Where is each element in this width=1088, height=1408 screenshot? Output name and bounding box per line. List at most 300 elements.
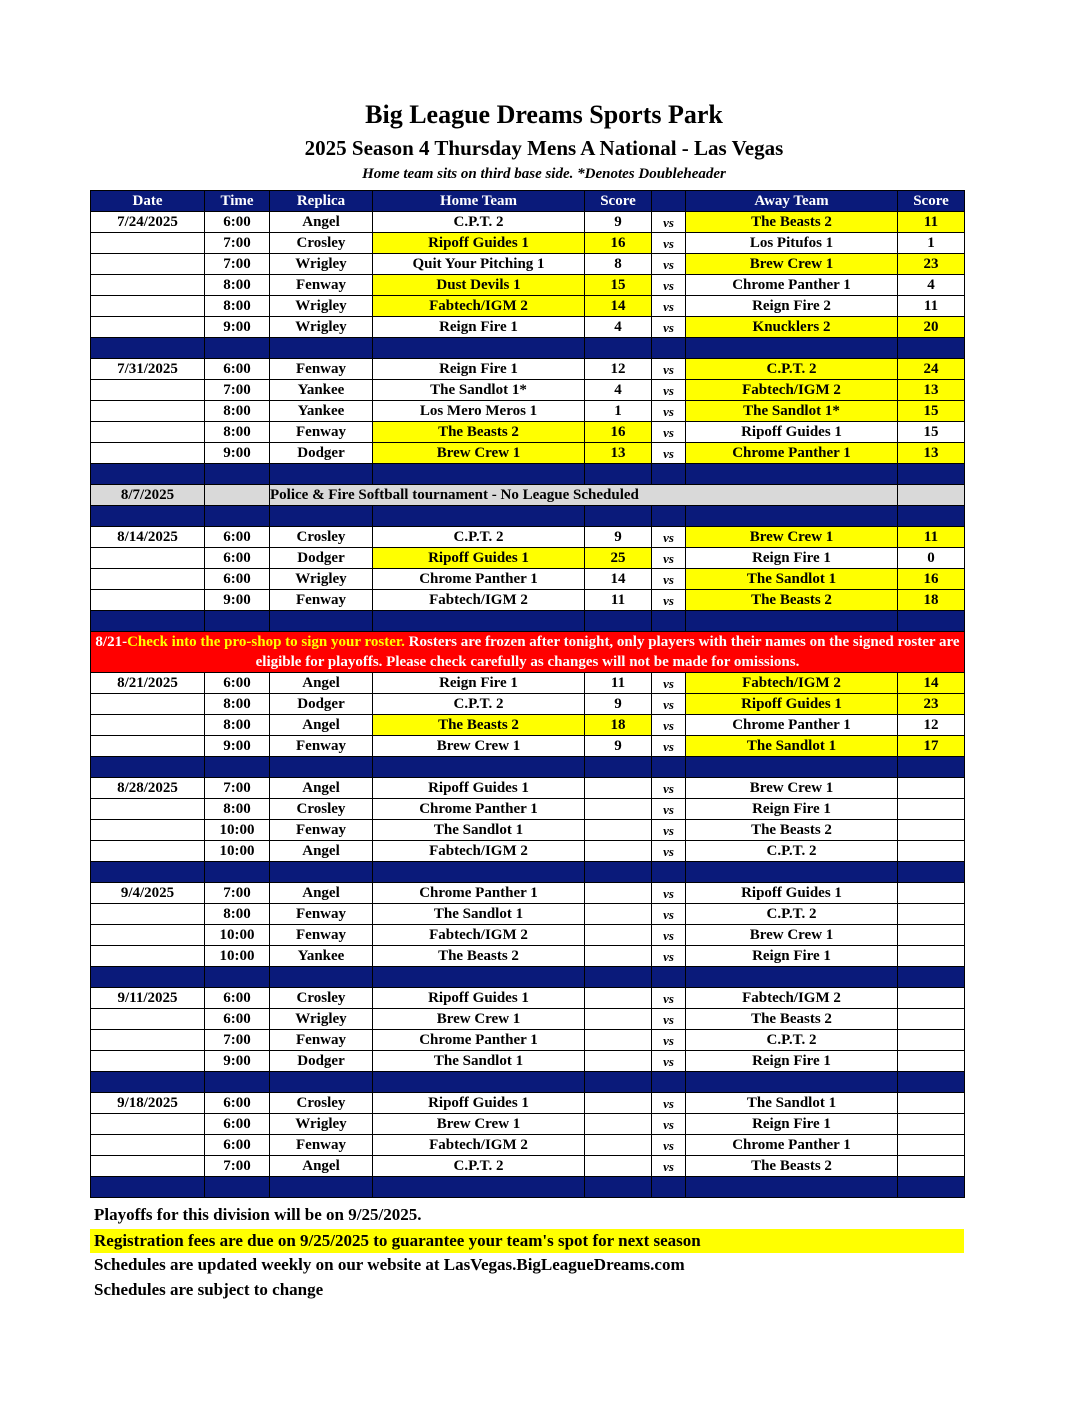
away-score: 15 bbox=[898, 422, 965, 443]
home-score: 9 bbox=[585, 212, 652, 233]
game-row bbox=[91, 1156, 965, 1177]
game-row bbox=[91, 422, 965, 443]
col-header-home-score: Score bbox=[585, 191, 652, 212]
game-row bbox=[91, 799, 965, 820]
spacer-cell bbox=[373, 862, 585, 883]
away-team: The Sandlot 1 bbox=[686, 569, 898, 590]
game-time: 8:00 bbox=[205, 275, 270, 296]
home-team: Chrome Panther 1 bbox=[373, 883, 585, 904]
game-time: 6:00 bbox=[205, 212, 270, 233]
home-score: 9 bbox=[585, 527, 652, 548]
spacer-cell bbox=[686, 967, 898, 988]
home-team: Fabtech/IGM 2 bbox=[373, 1135, 585, 1156]
spacer-cell bbox=[652, 967, 686, 988]
spacer-cell bbox=[652, 1072, 686, 1093]
spacer-cell bbox=[585, 967, 652, 988]
home-team: Dust Devils 1 bbox=[373, 275, 585, 296]
game-field: Fenway bbox=[270, 359, 373, 380]
away-score: 17 bbox=[898, 736, 965, 757]
game-date bbox=[91, 1051, 205, 1072]
game-row bbox=[91, 946, 965, 967]
game-field: Fenway bbox=[270, 904, 373, 925]
game-time: 7:00 bbox=[205, 254, 270, 275]
game-date bbox=[91, 590, 205, 611]
spacer-cell bbox=[373, 611, 585, 632]
game-date bbox=[91, 548, 205, 569]
game-date bbox=[91, 422, 205, 443]
vs-label: vs bbox=[652, 715, 686, 736]
vs-label: vs bbox=[652, 569, 686, 590]
spacer-cell bbox=[652, 338, 686, 359]
spacer-cell bbox=[686, 338, 898, 359]
away-score: 24 bbox=[898, 359, 965, 380]
game-field: Dodger bbox=[270, 443, 373, 464]
col-header-away-score: Score bbox=[898, 191, 965, 212]
spacer-cell bbox=[91, 464, 205, 485]
home-team: Reign Fire 1 bbox=[373, 359, 585, 380]
spacer-cell bbox=[652, 506, 686, 527]
game-date: 9/18/2025 bbox=[91, 1093, 205, 1114]
spacer-cell bbox=[91, 1072, 205, 1093]
home-score: 12 bbox=[585, 359, 652, 380]
game-date bbox=[91, 1030, 205, 1051]
away-score bbox=[898, 904, 965, 925]
spacer-cell bbox=[373, 1072, 585, 1093]
game-time: 10:00 bbox=[205, 925, 270, 946]
vs-label: vs bbox=[652, 883, 686, 904]
away-score: 0 bbox=[898, 548, 965, 569]
away-score bbox=[898, 799, 965, 820]
game-field: Wrigley bbox=[270, 254, 373, 275]
away-score: 13 bbox=[898, 380, 965, 401]
home-score: 9 bbox=[585, 736, 652, 757]
home-score: 1 bbox=[585, 401, 652, 422]
spacer-cell bbox=[686, 862, 898, 883]
game-time: 9:00 bbox=[205, 317, 270, 338]
game-row bbox=[91, 841, 965, 862]
away-score: 23 bbox=[898, 254, 965, 275]
away-score: 11 bbox=[898, 527, 965, 548]
game-time: 6:00 bbox=[205, 548, 270, 569]
spacer-cell bbox=[898, 1177, 965, 1198]
home-score bbox=[585, 778, 652, 799]
game-field: Angel bbox=[270, 841, 373, 862]
away-team: Knucklers 2 bbox=[686, 317, 898, 338]
home-score bbox=[585, 925, 652, 946]
spacer-row bbox=[91, 338, 965, 359]
away-team: C.P.T. 2 bbox=[686, 359, 898, 380]
away-team: Brew Crew 1 bbox=[686, 527, 898, 548]
home-score: 14 bbox=[585, 569, 652, 590]
home-team: C.P.T. 2 bbox=[373, 1156, 585, 1177]
home-score: 15 bbox=[585, 275, 652, 296]
vs-label: vs bbox=[652, 296, 686, 317]
spacer-cell bbox=[652, 464, 686, 485]
vs-label: vs bbox=[652, 233, 686, 254]
game-field: Angel bbox=[270, 673, 373, 694]
game-field: Fenway bbox=[270, 820, 373, 841]
vs-label: vs bbox=[652, 380, 686, 401]
spacer-cell bbox=[652, 611, 686, 632]
away-team: Reign Fire 1 bbox=[686, 799, 898, 820]
footer-website: Schedules are updated weekly on our website at LasVegas.BigLeagueDreams.com bbox=[94, 1255, 685, 1274]
spacer-cell bbox=[585, 1177, 652, 1198]
game-time: 6:00 bbox=[205, 1135, 270, 1156]
game-time: 9:00 bbox=[205, 736, 270, 757]
spacer-row bbox=[91, 1072, 965, 1093]
game-row bbox=[91, 673, 965, 694]
game-time: 10:00 bbox=[205, 841, 270, 862]
vs-label: vs bbox=[652, 317, 686, 338]
schedule-table bbox=[90, 190, 965, 1198]
away-team: Ripoff Guides 1 bbox=[686, 422, 898, 443]
game-row bbox=[91, 1135, 965, 1156]
spacer-cell bbox=[91, 967, 205, 988]
vs-label: vs bbox=[652, 946, 686, 967]
alert-text: Rosters are frozen after tonight, only players with their names on the signed roster are eligible for playoffs. Please check carefully as changes will not be made for omissions. bbox=[255, 634, 960, 670]
col-header-date: Date bbox=[91, 191, 205, 212]
home-team: Fabtech/IGM 2 bbox=[373, 590, 585, 611]
home-team: Reign Fire 1 bbox=[373, 317, 585, 338]
away-team: The Sandlot 1* bbox=[686, 401, 898, 422]
game-time: 8:00 bbox=[205, 401, 270, 422]
game-date: 7/24/2025 bbox=[91, 212, 205, 233]
game-date bbox=[91, 1009, 205, 1030]
spacer-cell bbox=[585, 464, 652, 485]
home-team: Brew Crew 1 bbox=[373, 443, 585, 464]
away-score: 14 bbox=[898, 673, 965, 694]
game-date bbox=[91, 904, 205, 925]
game-date bbox=[91, 925, 205, 946]
footer-change-notice: Schedules are subject to change bbox=[94, 1280, 324, 1299]
game-field: Fenway bbox=[270, 275, 373, 296]
game-date bbox=[91, 715, 205, 736]
home-score bbox=[585, 1030, 652, 1051]
home-team: Brew Crew 1 bbox=[373, 1114, 585, 1135]
game-row bbox=[91, 359, 965, 380]
game-row bbox=[91, 715, 965, 736]
spacer-cell bbox=[205, 757, 270, 778]
game-date bbox=[91, 1156, 205, 1177]
away-team: Chrome Panther 1 bbox=[686, 715, 898, 736]
spacer-cell bbox=[205, 1177, 270, 1198]
roster-alert bbox=[91, 632, 965, 673]
home-score bbox=[585, 946, 652, 967]
vs-label: vs bbox=[652, 275, 686, 296]
spacer-cell bbox=[373, 757, 585, 778]
home-team: The Beasts 2 bbox=[373, 422, 585, 443]
game-field: Wrigley bbox=[270, 296, 373, 317]
col-header-home-team: Home Team bbox=[373, 191, 585, 212]
spacer-cell bbox=[898, 506, 965, 527]
spacer-cell bbox=[585, 757, 652, 778]
game-field: Dodger bbox=[270, 548, 373, 569]
home-score: 8 bbox=[585, 254, 652, 275]
vs-label: vs bbox=[652, 1051, 686, 1072]
game-time: 8:00 bbox=[205, 422, 270, 443]
spacer-cell bbox=[91, 506, 205, 527]
spacer-cell bbox=[898, 1072, 965, 1093]
spacer-cell bbox=[898, 757, 965, 778]
game-time: 7:00 bbox=[205, 380, 270, 401]
game-time: 6:00 bbox=[205, 1114, 270, 1135]
vs-label: vs bbox=[652, 1009, 686, 1030]
spacer-cell bbox=[652, 862, 686, 883]
away-team: Reign Fire 1 bbox=[686, 1114, 898, 1135]
home-team: The Beasts 2 bbox=[373, 715, 585, 736]
home-score: 11 bbox=[585, 673, 652, 694]
game-row bbox=[91, 254, 965, 275]
away-score: 13 bbox=[898, 443, 965, 464]
vs-label: vs bbox=[652, 1030, 686, 1051]
home-score bbox=[585, 1009, 652, 1030]
game-time: 6:00 bbox=[205, 569, 270, 590]
vs-label: vs bbox=[652, 1156, 686, 1177]
away-team: C.P.T. 2 bbox=[686, 904, 898, 925]
spacer-cell bbox=[652, 757, 686, 778]
home-team: Ripoff Guides 1 bbox=[373, 233, 585, 254]
spacer-cell bbox=[898, 464, 965, 485]
home-score bbox=[585, 1114, 652, 1135]
spacer-cell bbox=[91, 862, 205, 883]
spacer-cell bbox=[585, 1072, 652, 1093]
home-score: 18 bbox=[585, 715, 652, 736]
spacer-cell bbox=[270, 506, 373, 527]
spacer-cell bbox=[898, 611, 965, 632]
home-team: C.P.T. 2 bbox=[373, 212, 585, 233]
home-team: Fabtech/IGM 2 bbox=[373, 841, 585, 862]
away-team: The Beasts 2 bbox=[686, 590, 898, 611]
spacer-cell bbox=[373, 338, 585, 359]
spacer-cell bbox=[205, 464, 270, 485]
home-score: 14 bbox=[585, 296, 652, 317]
game-row bbox=[91, 590, 965, 611]
game-field: Fenway bbox=[270, 1135, 373, 1156]
game-row bbox=[91, 1051, 965, 1072]
spacer-cell bbox=[270, 967, 373, 988]
home-team: Fabtech/IGM 2 bbox=[373, 925, 585, 946]
home-score: 9 bbox=[585, 694, 652, 715]
game-time: 6:00 bbox=[205, 359, 270, 380]
away-team: Chrome Panther 1 bbox=[686, 275, 898, 296]
home-score bbox=[585, 988, 652, 1009]
spacer-cell bbox=[686, 506, 898, 527]
spacer-row bbox=[91, 862, 965, 883]
game-field: Fenway bbox=[270, 925, 373, 946]
game-row bbox=[91, 778, 965, 799]
away-score bbox=[898, 1030, 965, 1051]
game-time: 8:00 bbox=[205, 904, 270, 925]
away-score: 11 bbox=[898, 296, 965, 317]
game-row bbox=[91, 401, 965, 422]
game-time: 9:00 bbox=[205, 590, 270, 611]
game-date bbox=[91, 296, 205, 317]
away-team: Brew Crew 1 bbox=[686, 778, 898, 799]
away-score bbox=[898, 988, 965, 1009]
game-row bbox=[91, 443, 965, 464]
home-team: The Sandlot 1 bbox=[373, 1051, 585, 1072]
game-field: Angel bbox=[270, 1156, 373, 1177]
game-date: 8/14/2025 bbox=[91, 527, 205, 548]
home-team: Reign Fire 1 bbox=[373, 673, 585, 694]
away-team: Reign Fire 1 bbox=[686, 548, 898, 569]
game-field: Wrigley bbox=[270, 317, 373, 338]
away-team: Fabtech/IGM 2 bbox=[686, 380, 898, 401]
away-score bbox=[898, 820, 965, 841]
spacer-cell bbox=[205, 338, 270, 359]
game-time: 6:00 bbox=[205, 1009, 270, 1030]
spacer-cell bbox=[270, 338, 373, 359]
home-team: The Sandlot 1* bbox=[373, 380, 585, 401]
game-date bbox=[91, 841, 205, 862]
game-date bbox=[91, 946, 205, 967]
home-score: 4 bbox=[585, 380, 652, 401]
notice-text: Police & Fire Softball tournament - No League Scheduled bbox=[270, 485, 898, 506]
game-time: 7:00 bbox=[205, 1156, 270, 1177]
game-row bbox=[91, 548, 965, 569]
game-date: 8/21/2025 bbox=[91, 673, 205, 694]
away-team: Reign Fire 1 bbox=[686, 1051, 898, 1072]
vs-label: vs bbox=[652, 904, 686, 925]
spacer-cell bbox=[898, 967, 965, 988]
away-score: 11 bbox=[898, 212, 965, 233]
game-field: Yankee bbox=[270, 401, 373, 422]
away-score bbox=[898, 925, 965, 946]
game-row bbox=[91, 527, 965, 548]
spacer-cell bbox=[898, 862, 965, 883]
col-header-away-team: Away Team bbox=[686, 191, 898, 212]
vs-label: vs bbox=[652, 820, 686, 841]
page-title: Big League Dreams Sports Park bbox=[365, 100, 723, 129]
home-team: The Sandlot 1 bbox=[373, 904, 585, 925]
game-field: Angel bbox=[270, 212, 373, 233]
away-team: The Beasts 2 bbox=[686, 820, 898, 841]
game-row bbox=[91, 296, 965, 317]
vs-label: vs bbox=[652, 694, 686, 715]
notice-row bbox=[91, 485, 965, 506]
vs-label: vs bbox=[652, 1114, 686, 1135]
home-score: 13 bbox=[585, 443, 652, 464]
home-score bbox=[585, 820, 652, 841]
spacer-cell bbox=[652, 1177, 686, 1198]
away-team: C.P.T. 2 bbox=[686, 841, 898, 862]
away-team: Fabtech/IGM 2 bbox=[686, 673, 898, 694]
spacer-cell bbox=[205, 506, 270, 527]
spacer-cell bbox=[373, 1177, 585, 1198]
home-team: Chrome Panther 1 bbox=[373, 1030, 585, 1051]
home-team: Los Mero Meros 1 bbox=[373, 401, 585, 422]
game-date bbox=[91, 1114, 205, 1135]
spacer-cell bbox=[91, 338, 205, 359]
home-score: 16 bbox=[585, 233, 652, 254]
game-row bbox=[91, 736, 965, 757]
spacer-cell bbox=[373, 464, 585, 485]
away-team: Chrome Panther 1 bbox=[686, 443, 898, 464]
game-time: 6:00 bbox=[205, 988, 270, 1009]
game-row bbox=[91, 212, 965, 233]
game-field: Dodger bbox=[270, 1051, 373, 1072]
footer-playoffs: Playoffs for this division will be on 9/25/2025. bbox=[94, 1205, 422, 1224]
spacer-cell bbox=[91, 611, 205, 632]
game-date bbox=[91, 380, 205, 401]
away-score bbox=[898, 1009, 965, 1030]
spacer-cell bbox=[686, 464, 898, 485]
game-time: 8:00 bbox=[205, 799, 270, 820]
game-row bbox=[91, 380, 965, 401]
game-row bbox=[91, 569, 965, 590]
away-score bbox=[898, 883, 965, 904]
spacer-cell bbox=[686, 1072, 898, 1093]
game-field: Fenway bbox=[270, 1030, 373, 1051]
vs-label: vs bbox=[652, 778, 686, 799]
game-time: 9:00 bbox=[205, 443, 270, 464]
game-date bbox=[91, 569, 205, 590]
game-date: 7/31/2025 bbox=[91, 359, 205, 380]
away-score bbox=[898, 1093, 965, 1114]
game-field: Yankee bbox=[270, 380, 373, 401]
away-team: C.P.T. 2 bbox=[686, 1030, 898, 1051]
game-time: 8:00 bbox=[205, 715, 270, 736]
notice-date: 8/7/2025 bbox=[91, 485, 205, 506]
spacer-row bbox=[91, 1177, 965, 1198]
game-field: Crosley bbox=[270, 233, 373, 254]
spacer-cell bbox=[373, 967, 585, 988]
game-field: Crosley bbox=[270, 1093, 373, 1114]
home-score: 16 bbox=[585, 422, 652, 443]
home-score: 11 bbox=[585, 590, 652, 611]
schedule-body bbox=[91, 212, 965, 1198]
vs-label: vs bbox=[652, 548, 686, 569]
game-row bbox=[91, 988, 965, 1009]
vs-label: vs bbox=[652, 1135, 686, 1156]
spacer-row bbox=[91, 464, 965, 485]
spacer-cell bbox=[205, 1072, 270, 1093]
vs-label: vs bbox=[652, 841, 686, 862]
notice-score bbox=[898, 485, 965, 506]
spacer-cell bbox=[686, 611, 898, 632]
game-row bbox=[91, 1030, 965, 1051]
footer-registration: Registration fees are due on 9/25/2025 to guarantee your team's spot for next season bbox=[90, 1229, 964, 1253]
spacer-cell bbox=[91, 757, 205, 778]
vs-label: vs bbox=[652, 212, 686, 233]
spacer-cell bbox=[585, 338, 652, 359]
spacer-cell bbox=[686, 757, 898, 778]
game-time: 8:00 bbox=[205, 694, 270, 715]
away-score: 1 bbox=[898, 233, 965, 254]
notice-time bbox=[205, 485, 270, 506]
home-team: Fabtech/IGM 2 bbox=[373, 296, 585, 317]
vs-label: vs bbox=[652, 799, 686, 820]
spacer-row bbox=[91, 757, 965, 778]
vs-label: vs bbox=[652, 401, 686, 422]
home-team: C.P.T. 2 bbox=[373, 694, 585, 715]
home-score bbox=[585, 841, 652, 862]
game-field: Crosley bbox=[270, 527, 373, 548]
away-score bbox=[898, 1114, 965, 1135]
game-row bbox=[91, 925, 965, 946]
home-team: Ripoff Guides 1 bbox=[373, 548, 585, 569]
away-team: Brew Crew 1 bbox=[686, 254, 898, 275]
away-score: 4 bbox=[898, 275, 965, 296]
home-score bbox=[585, 883, 652, 904]
game-row bbox=[91, 233, 965, 254]
spacer-cell bbox=[270, 611, 373, 632]
game-row bbox=[91, 1093, 965, 1114]
home-score bbox=[585, 1156, 652, 1177]
home-team: Quit Your Pitching 1 bbox=[373, 254, 585, 275]
game-date bbox=[91, 443, 205, 464]
home-score bbox=[585, 904, 652, 925]
